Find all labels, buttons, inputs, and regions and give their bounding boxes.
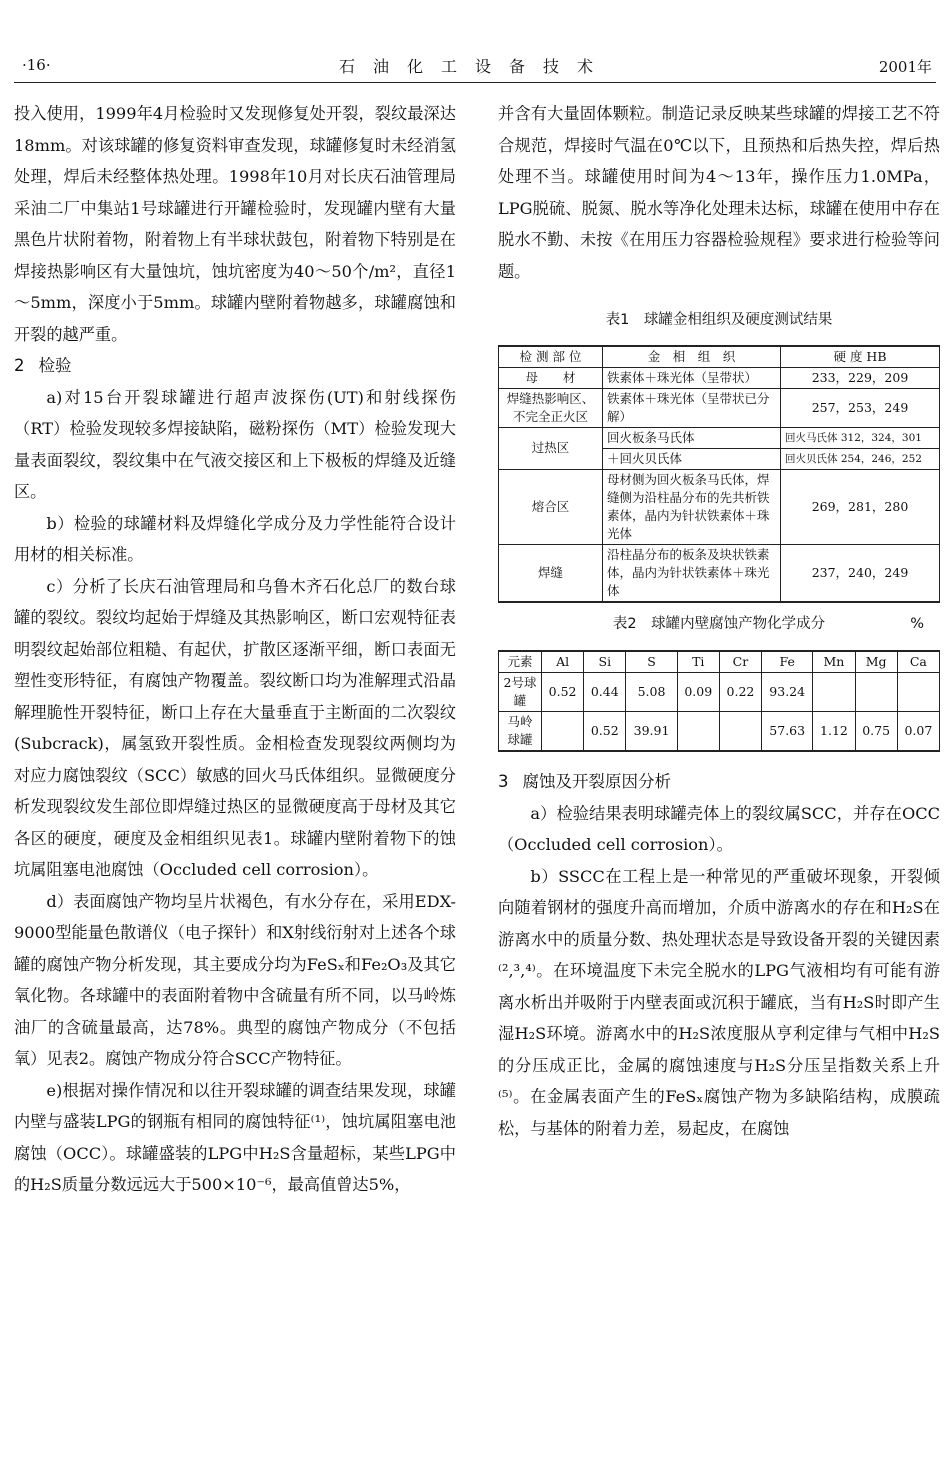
left-column [14, 98, 456, 1201]
table-header: 检 测 部 位 [499, 346, 603, 368]
table-cell: 回火马氏体 312，324，301 [781, 427, 940, 448]
paragraph: a)对15台开裂球罐进行超声波探伤(UT)和射线探伤（RT）检验发现较多焊接缺陷，磁粉探伤（MT）检验发现大量表面裂纹，裂纹集中在气液交接区和上下极板的焊缝及近缝区。 [14, 387, 456, 501]
table-cell: 马岭球罐 [499, 712, 542, 752]
table2-unit: % [910, 615, 924, 632]
table-cell: 269，281，280 [781, 469, 940, 544]
table-cell [677, 712, 719, 752]
table-cell: 233，229，209 [781, 367, 940, 388]
table-row [499, 388, 940, 427]
paragraph: e)根据对操作情况和以往开裂球罐的调查结果发现，球罐内壁与盛装LPG的钢瓶有相同的腐蚀特征⁽¹⁾，蚀坑属阻塞电池腐蚀（OCC）。球罐盛装的LPG中H₂S含量超标，某些LPG中的H₂S质量分数远远大于500×10⁻⁶，最高值曾达5%， [14, 1080, 456, 1194]
table-cell: 0.75 [855, 712, 897, 752]
table-cell: 0.07 [897, 712, 939, 752]
table-cell: 铁素体＋珠光体（呈带状已分解） [603, 388, 781, 427]
table-cell: 焊缝 [499, 544, 603, 602]
table-header: S [626, 651, 677, 673]
running-header [14, 52, 936, 83]
table-header: Mn [813, 651, 855, 673]
table-header: Si [584, 651, 626, 673]
table-cell: 5.08 [626, 673, 677, 712]
table2 [498, 650, 940, 752]
table-cell: 0.44 [584, 673, 626, 712]
table-cell [813, 673, 855, 712]
table-cell: 1.12 [813, 712, 855, 752]
paragraph: b）SSCC在工程上是一种常见的严重破坏现象，开裂倾向随着钢材的强度升高而增加，介质中游离水的存在和H₂S在游离水中的质量分数、热处理状态是导致设备开裂的关键因素⁽²,³,⁴⁾。在环境温度下未完全脱水的LPG气液相均有可能有游离水析出并吸附于内壁表面或沉积于罐底，当有H₂S时即产生湿H₂S环境。游离水中的H₂S浓度服从亨利定律与气相中H₂S的分压成正比，金属的腐蚀速度与H₂S分压呈指数关系上升⁽⁵⁾。在金属表面产生的FeSₓ腐蚀产物为多缺陷结构，成膜疏松，与基体的附着力差，易起皮，在腐蚀 [498, 866, 940, 1138]
table-cell: 铁素体＋珠光体（呈带状） [603, 367, 781, 388]
table-cell: 2号球罐 [499, 673, 542, 712]
table-row [499, 712, 940, 752]
table-cell [855, 673, 897, 712]
table-header: Ca [897, 651, 939, 673]
table-cell: ＋回火贝氏体 [603, 448, 781, 469]
table-row [499, 427, 940, 448]
year: 2001年 [878, 58, 932, 76]
paragraph: d）表面腐蚀产物均呈片状褐色，有水分存在，采用EDX-9000型能量色散谱仪（电子探针）和X射线衍射对上述各个球罐的腐蚀产物分析发现，其主要成分均为FeSₓ和Fe₂O₃及其它氧化物。各球罐中的表面附着物中含硫量有所不同，以马岭炼油厂的含硫量最高，达78%。典型的腐蚀产物成分（不包括氧）见表2。腐蚀产物成分符合SCC产物特征。 [14, 891, 456, 1068]
table-row [499, 544, 940, 602]
table-cell: 0.22 [719, 673, 761, 712]
table-cell: 0.52 [584, 712, 626, 752]
table-header: 金 相 组 织 [603, 346, 781, 368]
table-header: 元素 [499, 651, 542, 673]
table-header-row [499, 346, 940, 368]
table-cell: 沿柱晶分布的板条及块状铁素体，晶内为针状铁素体＋珠光体 [603, 544, 781, 602]
table-cell: 57.63 [762, 712, 813, 752]
section-heading: 2 检验 [14, 356, 72, 375]
paragraph: 并含有大量固体颗粒。制造记录反映某些球罐的焊接工艺不符合规范，焊接时气温在0℃以下，且预热和后热失控，焊后热处理不当。球罐使用时间为4～13年，操作压力1.0MPa，LPG脱硫、脱氮、脱水等净化处理未达标，球罐在使用中存在脱水不勤、未按《在用压力容器检验规程》要求进行检验等问题。 [498, 104, 940, 281]
table-cell [719, 712, 761, 752]
table-header: 硬 度 HB [781, 346, 940, 368]
table-cell: 237，240，249 [781, 544, 940, 602]
paragraph: 投入使用，1999年4月检验时又发现修复处开裂，裂纹最深达18mm。对该球罐的修复资料审查发现，球罐修复时未经消氢处理，焊后未经整体热处理。1998年10月对长庆石油管理局采油二厂中集站1号球罐进行开罐检验时，发现罐内壁有大量黑色片状附着物，附着物上有半球状鼓包，附着物下特别是在焊接热影响区有大量蚀坑，蚀坑密度为40～50个/m²，直径1～5mm，深度小于5mm。球罐内壁附着物越多，球罐腐蚀和开裂的越严重。 [14, 104, 456, 344]
paragraph: a）检验结果表明球罐壳体上的裂纹属SCC，并存在OCC（Occluded cell corrosion）。 [498, 803, 940, 854]
table-cell: 母 材 [499, 367, 603, 388]
table-header: Ti [677, 651, 719, 673]
table-cell: 过热区 [499, 427, 603, 469]
right-column [498, 98, 940, 1144]
table-header: Fe [762, 651, 813, 673]
paragraph: b）检验的球罐材料及焊缝化学成分及力学性能符合设计用材的相关标准。 [14, 513, 456, 564]
table-cell [897, 673, 939, 712]
table-header-row [499, 651, 940, 673]
table1-caption: 表1 球罐金相组织及硬度测试结果 [605, 312, 833, 328]
table-cell: 0.09 [677, 673, 719, 712]
table2-caption [498, 609, 940, 641]
section-heading: 3 腐蚀及开裂原因分析 [498, 772, 671, 791]
journal-title: 石油化工设备技术 [338, 57, 611, 76]
paragraph: c）分析了长庆石油管理局和乌鲁木齐石化总厂的数台球罐的裂纹。裂纹均起始于焊缝及其热影响区，断口宏观特征表明裂纹起始部位粗糙、有起伏，扩散区逐渐平细，断口表面无塑性变形特征，有腐蚀产物覆盖。裂纹断口均为准解理式沿晶解理脆性开裂特征，断口上存在大量垂直于主断面的二次裂纹(Subcrack)，属氢致开裂性质。金相检查发现裂纹两侧均为对应力腐蚀裂纹（SCC）敏感的回火马氏体组织。显微硬度分析发现裂纹发生部位即焊缝过热区的显微硬度高于母材及其它各区的硬度，硬度及金相组织见表1。球罐内壁附着物下的蚀坑属阻塞电池腐蚀（Occluded cell corrosion）。 [14, 576, 456, 879]
table-cell: 回火板条马氏体 [603, 427, 781, 448]
table-row [499, 673, 940, 712]
table-row [499, 367, 940, 388]
table-cell: 回火贝氏体 254，246，252 [781, 448, 940, 469]
table-header: Mg [855, 651, 897, 673]
table1 [498, 345, 940, 603]
table-cell [542, 712, 584, 752]
table-cell: 母材侧为回火板条马氏体，焊缝侧为沿柱晶分布的先共析铁素体，晶内为针状铁素体＋珠光体 [603, 469, 781, 544]
table-row [499, 469, 940, 544]
table-header: Cr [719, 651, 761, 673]
table-cell: 0.52 [542, 673, 584, 712]
table-cell: 熔合区 [499, 469, 603, 544]
table2-caption-text: 表2 球罐内壁腐蚀产物化学成分 [612, 615, 826, 632]
table-cell: 93.24 [762, 673, 813, 712]
table-header: Al [542, 651, 584, 673]
table-cell: 257，253，249 [781, 388, 940, 427]
table-cell: 39.91 [626, 712, 677, 752]
table-cell: 焊缝热影响区、不完全正火区 [499, 388, 603, 427]
page-number: ·16· [22, 56, 51, 74]
